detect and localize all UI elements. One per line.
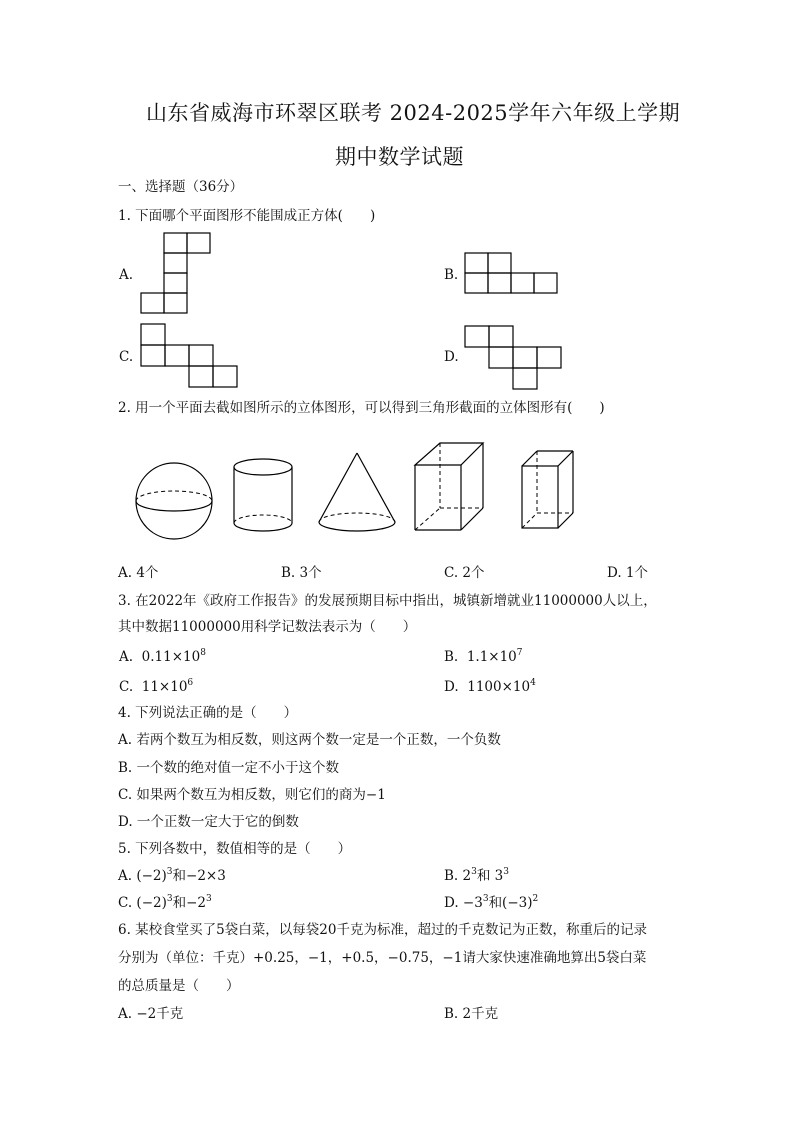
page-title: 山东省威海市环翠区联考 2024-2025学年六年级上学期 bbox=[146, 101, 681, 125]
q3-option-d bbox=[444, 678, 536, 696]
q3-option-a-base: 0.11×10 bbox=[141, 649, 201, 665]
q5-option-a-part1: A. (−2) bbox=[118, 868, 167, 884]
q1-option-c-net bbox=[140, 323, 242, 390]
q5-option-d bbox=[444, 894, 538, 912]
q4-option-b: B. 一个数的绝对值一定不小于这个数 bbox=[118, 760, 340, 776]
q3-option-c-base: 11×10 bbox=[141, 679, 188, 695]
sphere-figure bbox=[133, 460, 215, 542]
q2-option-d: D. 1个 bbox=[607, 565, 649, 581]
q5-option-b-part2: 和 3 bbox=[476, 868, 504, 884]
q5-option-d-part2: 和(−3) bbox=[488, 895, 533, 911]
q3-option-c bbox=[119, 678, 193, 696]
q5-option-b-part1: B. 2 bbox=[444, 868, 472, 884]
cuboid-figure bbox=[519, 448, 579, 532]
cylinder-figure bbox=[231, 457, 297, 537]
section-heading: 一、选择题（36分） bbox=[118, 179, 244, 195]
q5-option-d-exponent-2: 2 bbox=[532, 894, 539, 904]
q1-option-b-label: B. bbox=[444, 267, 459, 283]
q5-option-d-part1: D. −3 bbox=[444, 895, 483, 911]
q5-option-a-part2: 和−2×3 bbox=[172, 868, 226, 884]
q3-option-c-label: C. bbox=[119, 679, 134, 695]
q5-option-b bbox=[444, 867, 509, 885]
q1-option-d-label: D. bbox=[444, 349, 459, 365]
question-6-stem-line1: 6. 某校食堂买了5袋白菜，以每袋20千克为标准，超过的千克数记为正数，称重后的记录 bbox=[118, 922, 647, 938]
q1-option-b-net bbox=[464, 252, 560, 296]
q5-option-a bbox=[118, 867, 226, 885]
page-subtitle: 期中数学试题 bbox=[335, 145, 464, 169]
q1-option-c-label: C. bbox=[119, 349, 134, 365]
question-1-stem: 1. 下面哪个平面图形不能围成正方体( ) bbox=[118, 208, 376, 224]
q3-option-d-exponent: 4 bbox=[530, 678, 536, 688]
q3-option-b-label: B. bbox=[444, 649, 459, 665]
q5-option-c-part2: 和−2 bbox=[172, 895, 207, 911]
question-4-stem: 4. 下列说法正确的是（ ） bbox=[118, 705, 298, 721]
q4-option-a: A. 若两个数互为相反数，则这两个数一定是一个正数，一个负数 bbox=[118, 732, 501, 748]
q3-option-b bbox=[444, 648, 523, 666]
q5-option-a-exponent: 3 bbox=[166, 867, 173, 877]
q3-option-d-base: 1100×10 bbox=[467, 679, 531, 695]
triangular-prism-figure bbox=[412, 440, 488, 536]
q2-option-c: C. 2个 bbox=[444, 565, 485, 581]
q1-option-d-net bbox=[464, 325, 565, 391]
q1-option-a-label: A. bbox=[119, 267, 134, 283]
q4-option-c: C. 如果两个数互为相反数，则它们的商为−1 bbox=[118, 787, 386, 803]
q6-option-a: A. −2千克 bbox=[118, 1006, 184, 1022]
q5-option-b-exponent-1: 3 bbox=[471, 867, 477, 877]
q5-option-c-exponent-2: 3 bbox=[206, 894, 212, 904]
q2-option-b: B. 3个 bbox=[281, 565, 322, 581]
q6-option-b: B. 2千克 bbox=[444, 1006, 499, 1022]
q3-option-a bbox=[119, 648, 206, 666]
q5-option-b-exponent-2: 3 bbox=[503, 867, 509, 877]
cone-figure bbox=[316, 450, 398, 540]
q5-option-c-part1: C. (−2) bbox=[118, 895, 167, 911]
question-5-stem: 5. 下列各数中，数值相等的是（ ） bbox=[118, 841, 352, 857]
q3-option-b-base: 1.1×10 bbox=[466, 649, 517, 665]
q3-option-d-label: D. bbox=[444, 679, 459, 695]
question-3-stem-line2: 其中数据11000000用科学记数法表示为（ ） bbox=[118, 619, 417, 635]
q1-option-a-net bbox=[140, 232, 213, 316]
q5-option-c bbox=[118, 894, 212, 912]
question-3-stem-line1: 3. 在2022年《政府工作报告》的发展预期目标中指出，城镇新增就业11000000人以上， bbox=[118, 593, 657, 609]
question-6-stem-line2: 分别为（单位：千克）+0.25，−1，+0.5，−0.75，−1请大家快速准确地算出5袋白菜 bbox=[118, 950, 647, 966]
q5-option-c-exponent-1: 3 bbox=[166, 894, 173, 904]
q4-option-d: D. 一个正数一定大于它的倒数 bbox=[118, 814, 299, 830]
question-2-stem: 2. 用一个平面去截如图所示的立体图形，可以得到三角形截面的立体图形有( ) bbox=[118, 400, 605, 416]
question-6-stem-line3: 的总质量是（ ） bbox=[118, 978, 240, 994]
q3-option-a-exponent: 8 bbox=[200, 648, 206, 658]
q3-option-a-label: A. bbox=[119, 649, 134, 665]
q5-option-d-exponent-1: 3 bbox=[482, 894, 489, 904]
q2-option-a: A. 4个 bbox=[118, 565, 159, 581]
q3-option-c-exponent: 6 bbox=[187, 678, 194, 688]
q3-option-b-exponent: 7 bbox=[516, 648, 523, 658]
